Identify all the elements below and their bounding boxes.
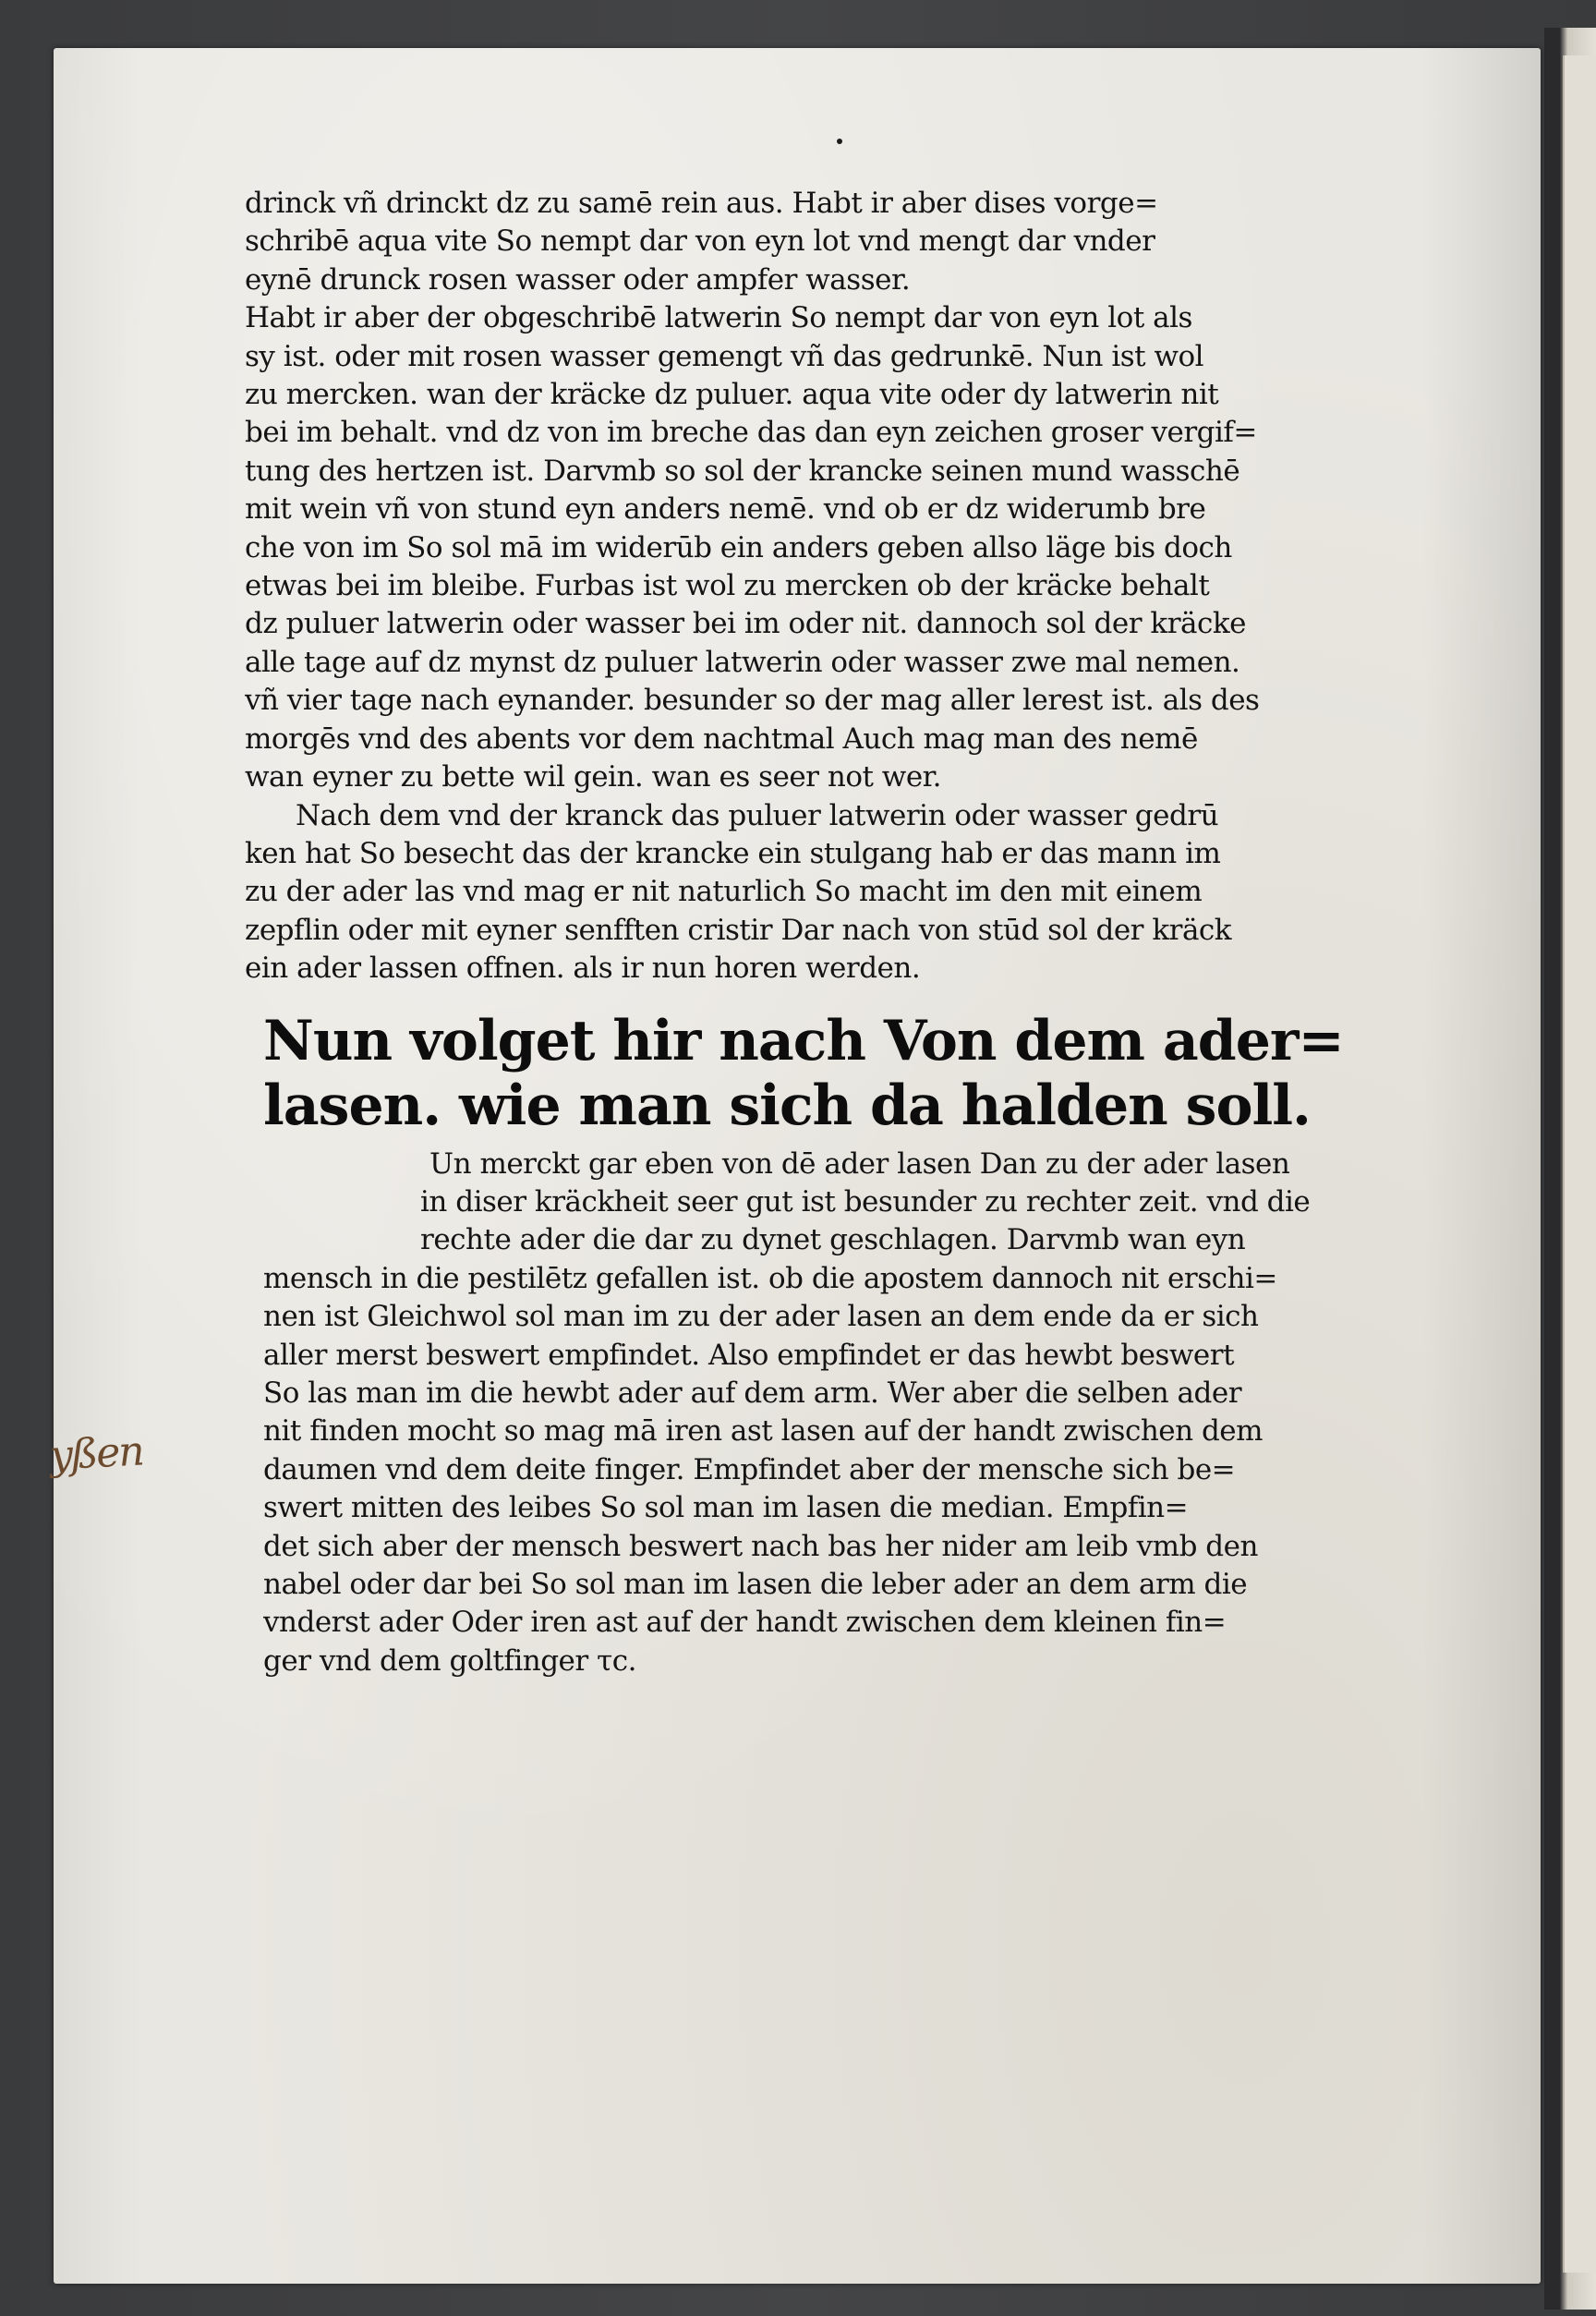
- section-heading: [245, 1009, 1390, 1138]
- text-line: nabel oder dar bei So sol man im lasen die leber ader an dem arm die: [263, 1568, 1248, 1601]
- text-line: etwas bei im bleibe. Furbas ist wol zu mercken ob der kräcke behalt: [245, 569, 1210, 603]
- paragraph-remedies: [245, 185, 1390, 988]
- text-line: nit finden mocht so mag mā iren ast lasen auf der handt zwischen dem: [263, 1414, 1264, 1449]
- text-line: So las man im die hewbt ader auf dem arm. Wer aber die selben ader: [263, 1376, 1242, 1410]
- text-line: zu der ader las vnd mag er nit naturlich So macht im den mit einem: [245, 875, 1203, 909]
- text-line: nen ist Gleichwol sol man im zu der ader lasen an dem ende da er sich: [263, 1300, 1259, 1334]
- text-line: in diser kräckheit seer gut ist besunder zu rechter zeit. vnd die: [420, 1184, 1311, 1219]
- printer-mark-dot: [837, 139, 842, 144]
- text-line: vñ vier tage nach eynander. besunder so der mag aller lerest ist. als des: [245, 684, 1260, 718]
- text-line: aller merst beswert empfindet. Also empfindet er das hewbt beswert: [263, 1338, 1235, 1372]
- text-line: Un merckt gar eben von dē ader lasen Dan zu der ader lasen: [429, 1146, 1290, 1181]
- text-line: vnderst ader Oder iren ast auf der handt zwischen dem kleinen fin=: [263, 1606, 1227, 1640]
- text-line: det sich aber der mensch beswert nach bas her nider am leib vmb den: [263, 1529, 1258, 1563]
- text-line: Habt ir aber der obgeschribē latwerin So nempt dar von eyn lot als: [245, 301, 1192, 335]
- text-line: swert mitten des leibes So sol man im lasen die median. Empfin=: [263, 1491, 1189, 1525]
- text-line: daumen vnd dem deite finger. Empfindet aber der mensche sich be=: [263, 1452, 1236, 1486]
- text-line: eynē drunck rosen wasser oder ampfer wasser.: [245, 262, 911, 297]
- paragraph-bloodletting: [245, 1146, 1390, 1681]
- handwritten-margin-note: yßen: [48, 1427, 144, 1480]
- text-line: mensch in die pestilētz gefallen ist. ob die apostem dannoch nit erschi=: [263, 1261, 1277, 1295]
- text-line: dz puluer latwerin oder wasser bei im oder nit. dannoch sol der kräcke: [245, 607, 1246, 641]
- text-line: ger vnd dem goltfinger τc.: [263, 1643, 636, 1678]
- facing-page-edge: [1563, 55, 1596, 2273]
- text-line: ken hat So besecht das der krancke ein stulgang hab er das mann im: [245, 836, 1221, 870]
- text-line: drinck vñ drinckt dz zu samē rein aus. Habt ir aber dises vorge=: [245, 187, 1158, 220]
- page-text: [245, 185, 1390, 1680]
- text-line: Nach dem vnd der kranck das puluer latwerin oder wasser gedrū: [296, 798, 1219, 832]
- text-line: ein ader lassen offnen. als ir nun horen werden.: [245, 952, 921, 986]
- text-line: che von im So sol mā im widerūb ein anders geben allso läge bis doch: [245, 530, 1232, 564]
- text-line: rechte ader die dar zu dynet geschlagen. Darvmb wan eyn: [420, 1223, 1246, 1257]
- text-line: tung des hertzen ist. Darvmb so sol der krancke seinen mund wasschē: [245, 454, 1240, 488]
- text-line: morgēs vnd des abents vor dem nachtmal Auch mag man des nemē: [245, 721, 1198, 756]
- text-line: schribē aqua vite So nempt dar von eyn lot vnd mengt dar vnder: [245, 224, 1155, 259]
- text-line: zu mercken. wan der kräcke dz puluer. aqua vite oder dy latwerin nit: [245, 378, 1219, 412]
- heading-line: lasen. wie man sich da halden soll.: [263, 1073, 1311, 1138]
- text-line: mit wein vñ von stund eyn anders nemē. vnd ob er dz widerumb bre: [245, 492, 1206, 527]
- text-line: zepflin oder mit eyner senfften cristir Dar nach von stūd sol der kräck: [245, 913, 1232, 947]
- text-line: bei im behalt. vnd dz von im breche das dan eyn zeichen groser vergif=: [245, 416, 1257, 450]
- text-line: alle tage auf dz mynst dz puluer latwerin oder wasser zwe mal nemen.: [245, 645, 1240, 679]
- heading-line: Nun volget hir nach Von dem ader=: [263, 1008, 1344, 1073]
- text-line: wan eyner zu bette wil gein. wan es seer not wer.: [245, 760, 941, 794]
- text-line: sy ist. oder mit rosen wasser gemengt vñ das gedrunkē. Nun ist wol: [245, 339, 1204, 373]
